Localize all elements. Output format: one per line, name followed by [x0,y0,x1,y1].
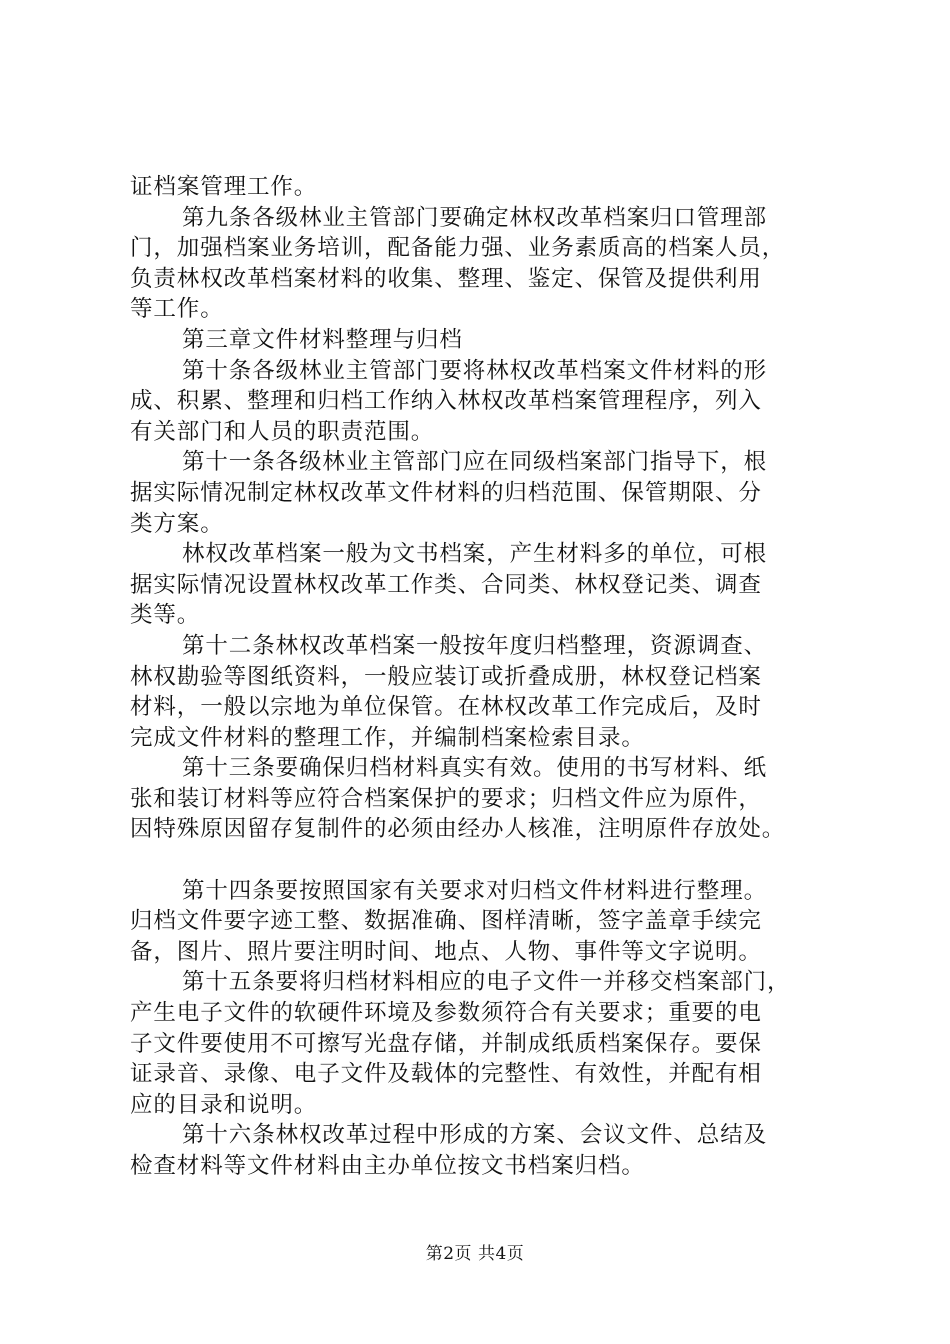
text-line: 子文件要使用不可擦写光盘存储，并制成纸质档案保存。要保 [130,1030,762,1057]
page-footer: 第2页 共4页 [425,1244,525,1264]
text-line: 张和装订材料等应符合档案保护的要求；归档文件应为原件， [130,785,762,812]
text-line: 据实际情况设置林权改革工作类、合同类、林权登记类、调查 [130,571,762,598]
text-line: 第十六条林权改革过程中形成的方案、会议文件、总结及 [182,1122,768,1149]
document-body [130,172,830,1182]
text-line: 证档案管理工作。 [130,174,318,200]
text-line: 检查材料等文件材料由主办单位按文书档案归档。 [130,1153,645,1179]
text-line: 第三章文件材料整理与归档 [182,326,463,353]
text-line: 第十条各级林业主管部门要将林权改革档案文件材料的形 [182,357,768,384]
text-line: 门，加强档案业务培训，配备能力强、业务素质高的档案人员， [130,235,786,262]
text-line: 等工作。 [130,296,224,323]
text-line: 第十二条林权改革档案一般按年度归档整理，资源调查、 [182,632,768,659]
text-line: 据实际情况制定林权改革文件材料的归档范围、保管期限、分 [130,479,762,506]
text-line: 备，图片、照片要注明时间、地点、人物、事件等文字说明。 [130,938,762,965]
text-line: 有关部门和人员的职责范围。 [130,418,435,445]
text-line: 林权改革档案一般为文书档案，产生材料多的单位，可根 [182,541,768,568]
text-line: 材料，一般以宗地为单位保管。在林权改革工作完成后，及时 [130,694,762,721]
text-line: 类方案。 [130,510,224,537]
text-line: 第九条各级林业主管部门要确定林权改革档案归口管理部 [182,204,768,231]
text-line: 证录音、录像、电子文件及载体的完整性、有效性，并配有相 [130,1061,762,1088]
blank-line [130,845,830,876]
text-line: 完成文件材料的整理工作，并编制档案检索目录。 [130,724,645,751]
text-line: 第十五条要将归档材料相应的电子文件一并移交档案部门， [182,969,791,996]
text-line: 类等。 [130,602,201,629]
text-line: 归档文件要字迹工整、数据准确、图样清晰，签字盖章手续完 [130,908,762,935]
text-line: 因特殊原因留存复制件的必须由经办人核准，注明原件存放处。 [130,816,786,843]
text-line: 产生电子文件的软硬件环境及参数须符合有关要求；重要的电 [130,1000,762,1027]
text-line: 负责林权改革档案材料的收集、整理、鉴定、保管及提供利用 [130,265,762,292]
text-line: 第十三条要确保归档材料真实有效。使用的书写材料、纸 [182,755,768,782]
text-line: 应的目录和说明。 [130,1091,318,1118]
text-line: 第十一条各级林业主管部门应在同级档案部门指导下，根 [182,449,768,476]
text-line: 第十四条要按照国家有关要求对归档文件材料进行整理。 [182,877,768,904]
text-line: 成、积累、整理和归档工作纳入林权改革档案管理程序，列入 [130,388,762,415]
text-line: 林权勘验等图纸资料，一般应装订或折叠成册，林权登记档案 [130,663,762,690]
